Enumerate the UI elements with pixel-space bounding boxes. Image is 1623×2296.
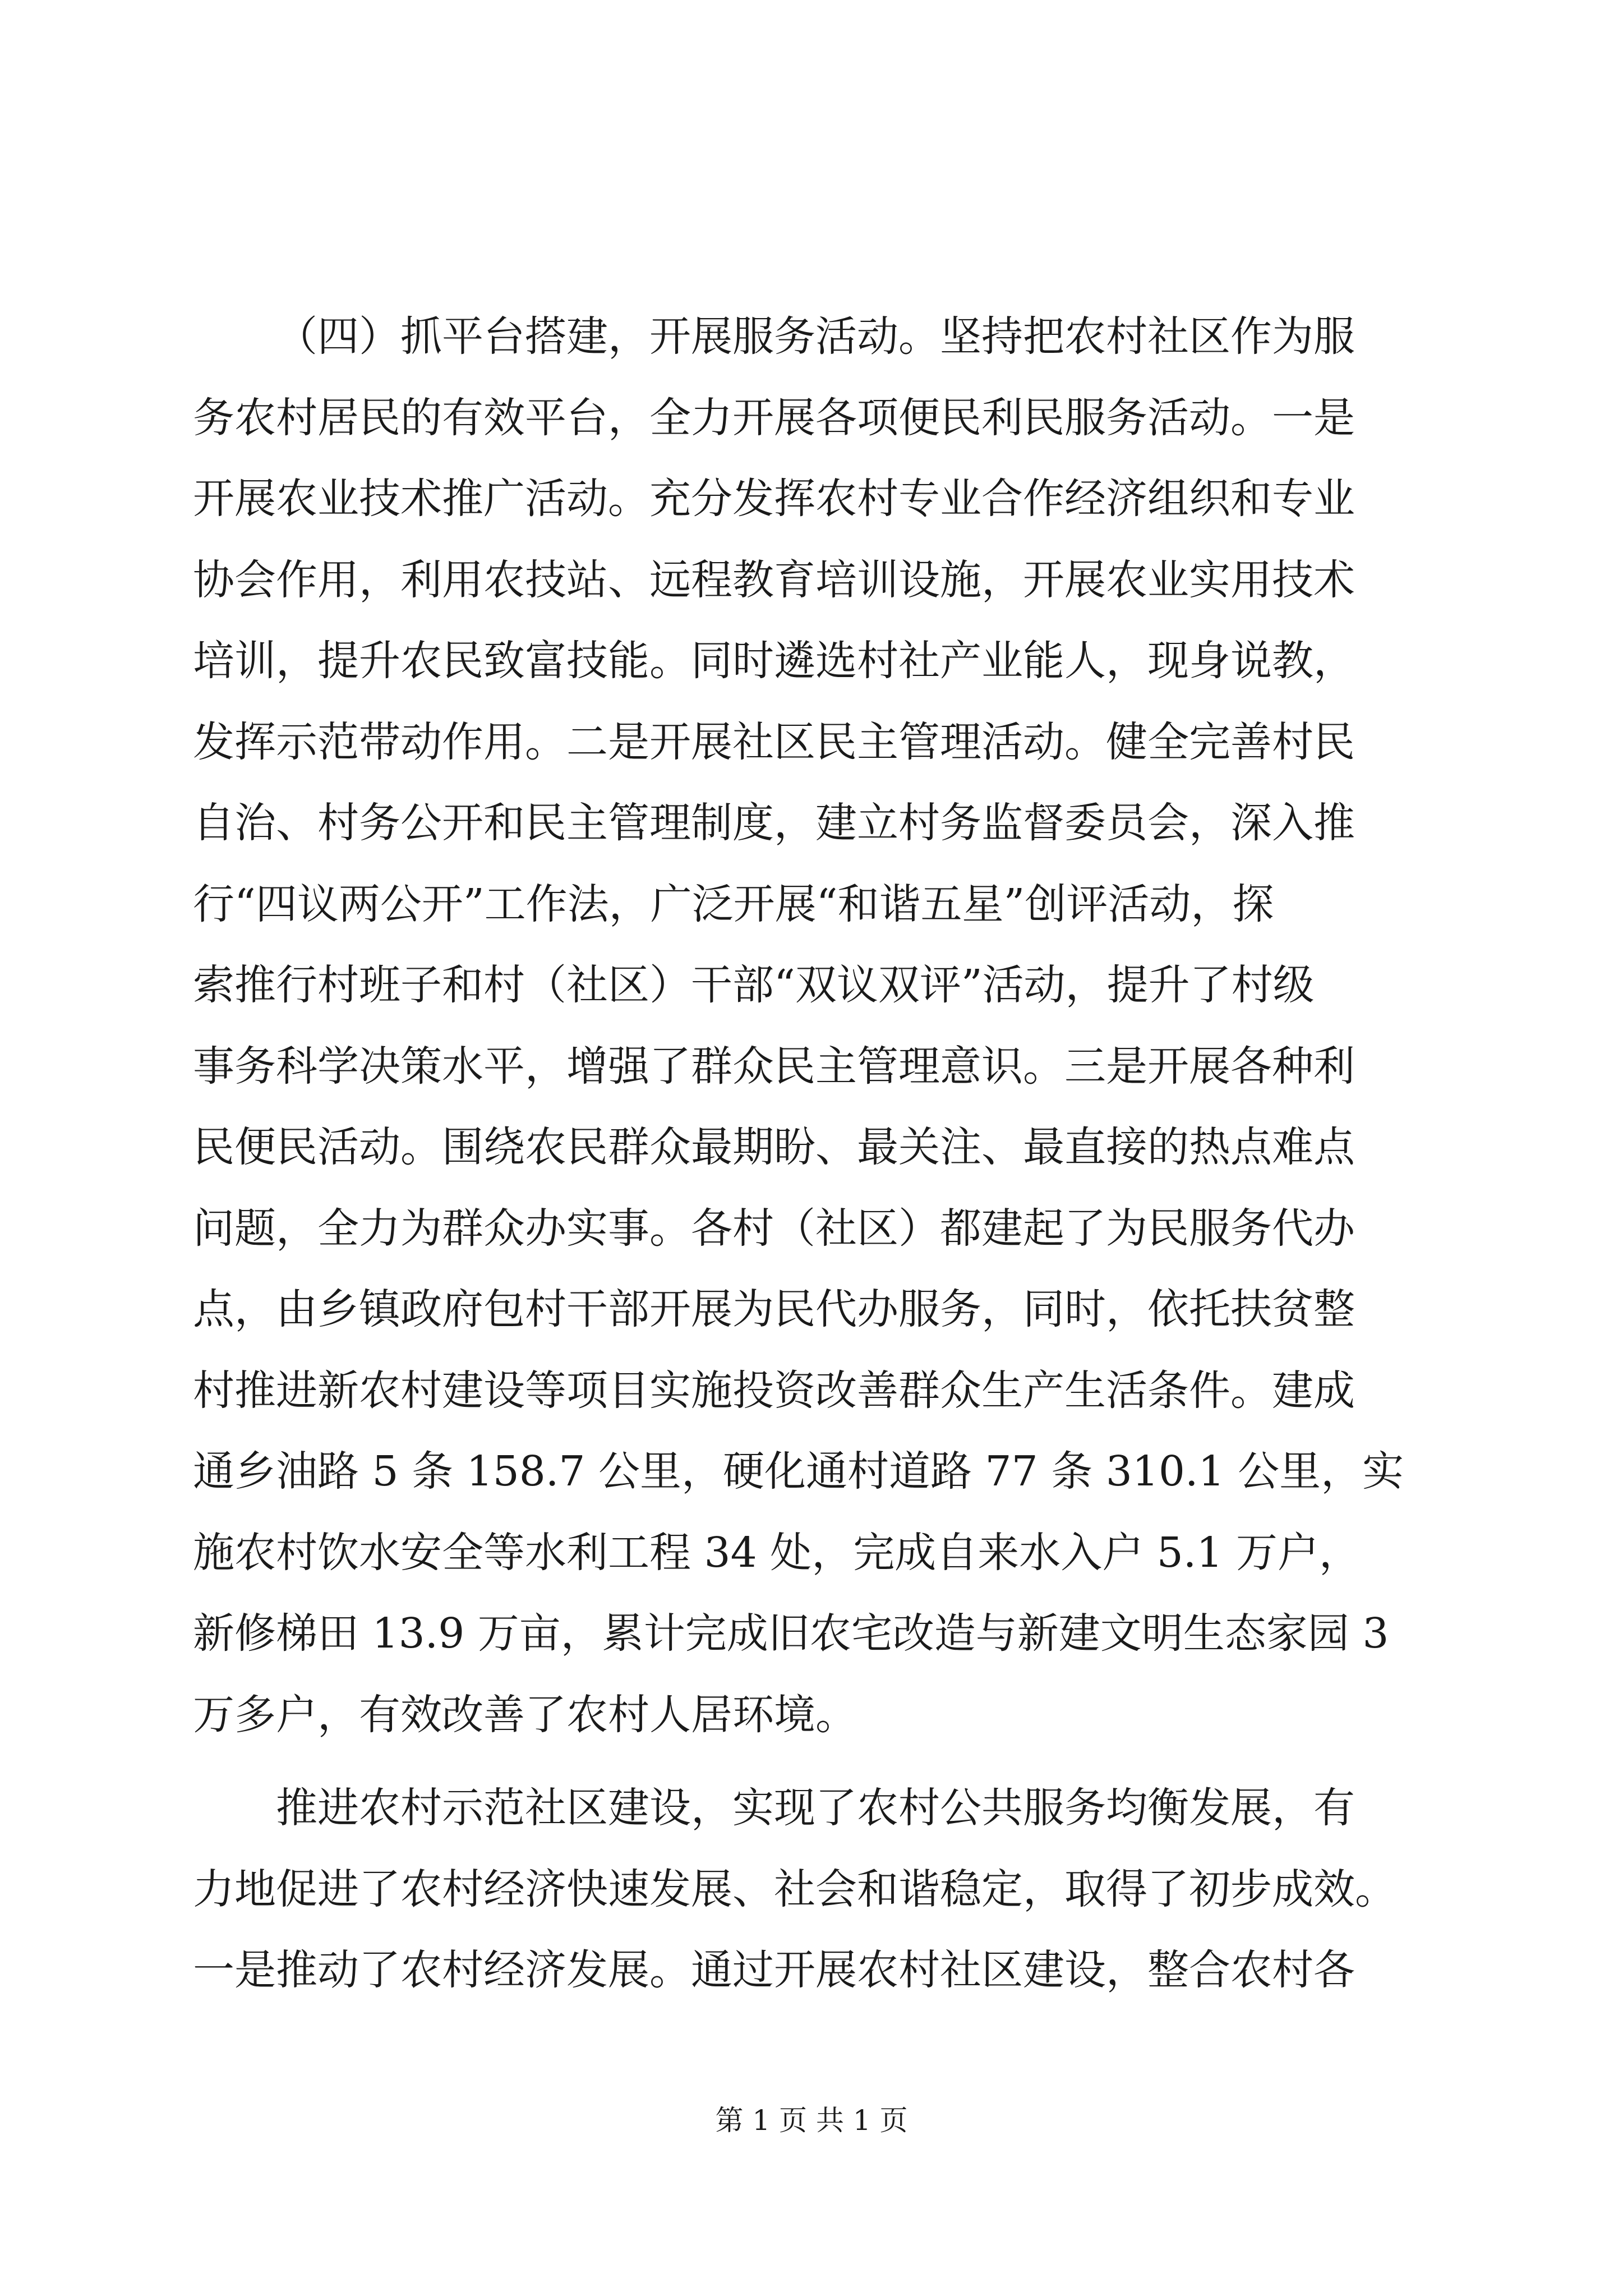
- text-line: 培训，提升农民致富技能。同时遴选村社产业能人，现身说教，: [193, 637, 1355, 685]
- page-footer: [0, 2101, 1623, 2140]
- text-line: 行“四议两公开”工作法，广泛开展“和谐五星”创评活动，探: [193, 880, 1274, 928]
- text-line: 一是推动了农村经济发展。通过开展农村社区建设，整合农村各: [193, 1946, 1355, 1994]
- text-line: 万多户，有效改善了农村人居环境。: [193, 1690, 857, 1739]
- text-line: 点，由乡镇政府包村干部开展为民代办服务，同时，依托扶贫整: [193, 1285, 1355, 1333]
- text-line: 村推进新农村建设等项目实施投资改善群众生产生活条件。建成: [193, 1366, 1355, 1415]
- text-line: 发挥示范带动作用。二是开展社区民主管理活动。健全完善村民: [193, 717, 1355, 766]
- text-line: 自治、村务公开和民主管理制度，建立村务监督委员会，深入推: [193, 799, 1355, 847]
- text-line: 事务科学决策水平，增强了群众民主管理意识。三是开展各种利: [193, 1042, 1355, 1091]
- text-line: 开展农业技术推广活动。充分发挥农村专业合作经济组织和专业: [193, 475, 1355, 523]
- text-line: 施农村饮水安全等水利工程 34 处，完成自来水入户 5.1 万户，: [193, 1528, 1361, 1577]
- paragraph-2: [193, 1768, 1436, 2011]
- document-body: [193, 296, 1436, 2011]
- text-line: 索推行村班子和村（社区）干部“双议双评”活动，提升了村级: [193, 961, 1315, 1009]
- page-number-label: 第 1 页 共 1 页: [715, 2104, 908, 2137]
- text-line: 协会作用，利用农技站、远程教育培训设施，开展农业实用技术: [193, 555, 1355, 604]
- paragraph-1: [193, 296, 1436, 1755]
- text-line: 推进农村示范社区建设，实现了农村公共服务均衡发展，有: [276, 1784, 1355, 1832]
- paragraph-spacing: [193, 1755, 1436, 1768]
- text-line: （四）抓平台搭建，开展服务活动。坚持把农村社区作为服: [276, 312, 1355, 361]
- text-line: 新修梯田 13.9 万亩，累计完成旧农宅改造与新建文明生态家园 3: [193, 1609, 1389, 1658]
- text-line: 力地促进了农村经济快速发展、社会和谐稳定，取得了初步成效。: [193, 1865, 1396, 1913]
- text-line: 问题，全力为群众办实事。各村（社区）都建起了为民服务代办: [193, 1204, 1355, 1253]
- text-line: 民便民活动。围绕农民群众最期盼、最关注、最直接的热点难点: [193, 1123, 1355, 1171]
- text-line: 务农村居民的有效平台，全力开展各项便民利民服务活动。一是: [193, 393, 1355, 442]
- text-line: 通乡油路 5 条 158.7 公里，硬化通村道路 77 条 310.1 公里，实: [193, 1447, 1404, 1496]
